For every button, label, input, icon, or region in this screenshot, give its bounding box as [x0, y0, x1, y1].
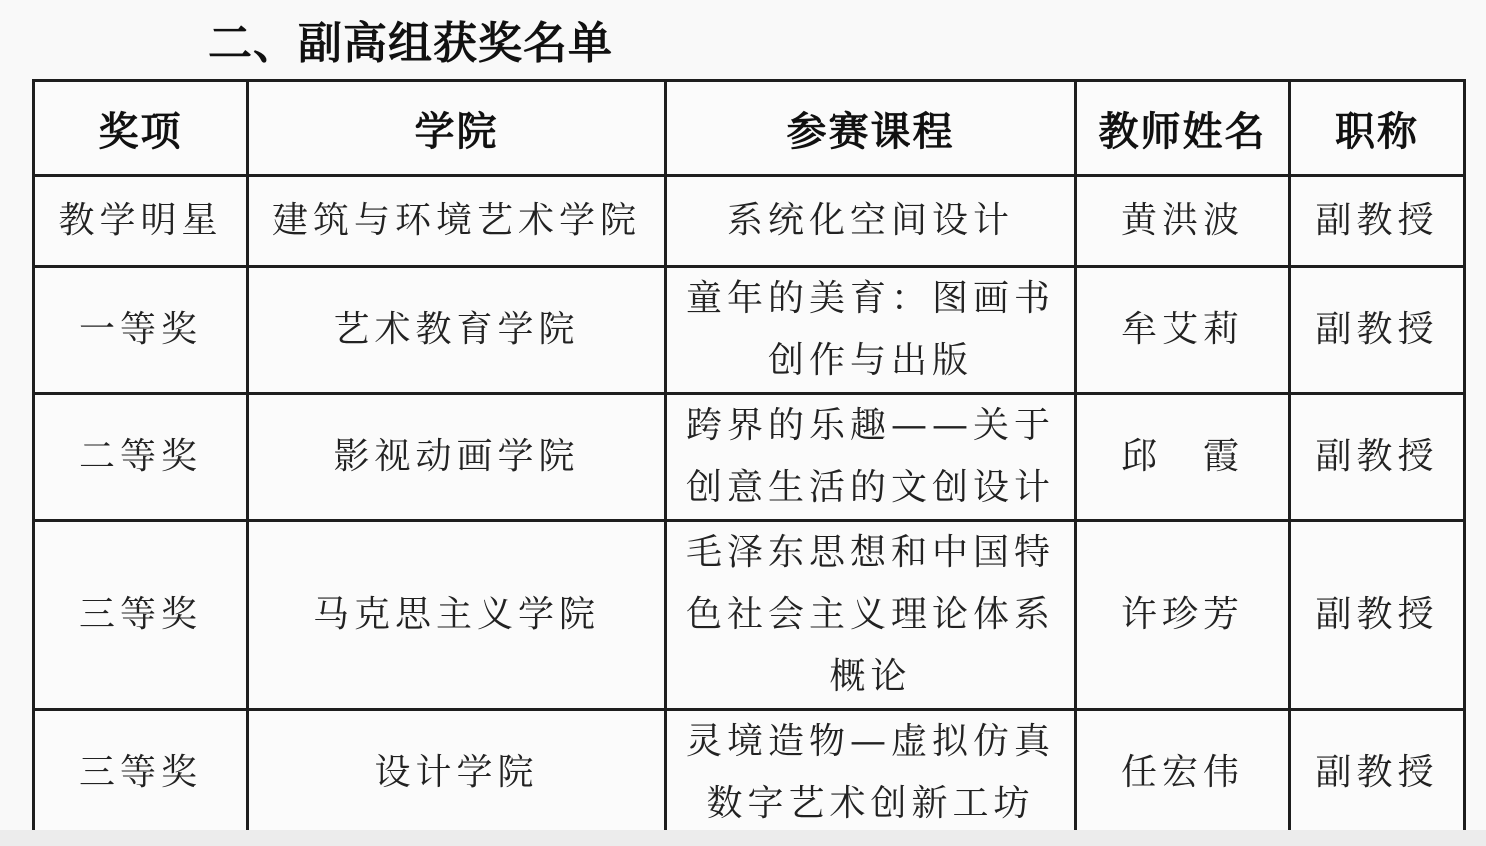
cell-award: 二等奖: [34, 394, 248, 521]
cell-award: 三等奖: [34, 521, 248, 710]
cell-award: 教学明星: [34, 176, 248, 267]
cell-teacher: 邱 霞: [1076, 394, 1290, 521]
cell-title: 副教授: [1290, 521, 1465, 710]
table-header-row: [34, 81, 1465, 176]
cell-course: 灵境造物—虚拟仿真数字艺术创新工坊: [666, 710, 1076, 837]
header-college: 学院: [248, 81, 666, 176]
cell-college: 建筑与环境艺术学院: [248, 176, 666, 267]
cell-course: 系统化空间设计: [666, 176, 1076, 267]
table-row: [34, 521, 1465, 710]
cell-teacher: 牟艾莉: [1076, 267, 1290, 394]
cell-course: 毛泽东思想和中国特色社会主义理论体系概论: [666, 521, 1076, 710]
header-teacher: 教师姓名: [1076, 81, 1290, 176]
cell-college: 马克思主义学院: [248, 521, 666, 710]
cell-course: 跨界的乐趣——关于创意生活的文创设计: [666, 394, 1076, 521]
cell-title: 副教授: [1290, 176, 1465, 267]
cell-college: 影视动画学院: [248, 394, 666, 521]
table-row: [34, 710, 1465, 837]
section-title: 二、副高组获奖名单: [208, 18, 613, 69]
cell-award: 一等奖: [34, 267, 248, 394]
cell-college: 设计学院: [248, 710, 666, 837]
award-table: [32, 79, 1466, 838]
cell-award: 三等奖: [34, 710, 248, 837]
cell-teacher: 许珍芳: [1076, 521, 1290, 710]
cell-college: 艺术教育学院: [248, 267, 666, 394]
cell-teacher: 黄洪波: [1076, 176, 1290, 267]
cell-title: 副教授: [1290, 710, 1465, 837]
header-title: 职称: [1290, 81, 1465, 176]
table-row: [34, 267, 1465, 394]
cell-title: 副教授: [1290, 267, 1465, 394]
header-course: 参赛课程: [666, 81, 1076, 176]
cell-title: 副教授: [1290, 394, 1465, 521]
cell-teacher: 任宏伟: [1076, 710, 1290, 837]
table-row: [34, 176, 1465, 267]
header-award: 奖项: [34, 81, 248, 176]
table-row: [34, 394, 1465, 521]
page-bottom-edge: [0, 830, 1486, 846]
cell-course: 童年的美育：图画书创作与出版: [666, 267, 1076, 394]
